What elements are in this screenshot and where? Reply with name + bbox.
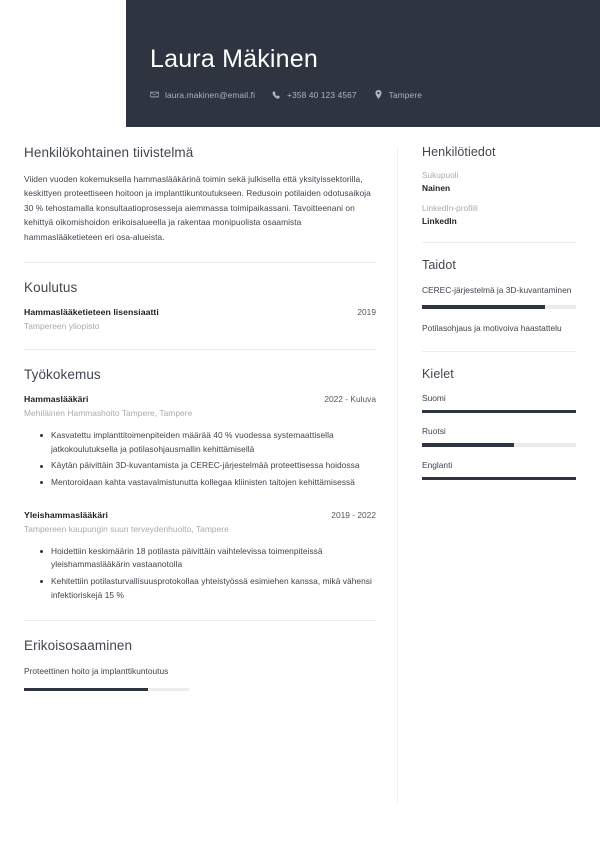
language-name: Englanti bbox=[422, 459, 453, 470]
page-title: Laura Mäkinen bbox=[150, 45, 318, 73]
specialization-label: Proteettinen hoito ja implanttikuntoutus bbox=[24, 666, 169, 677]
section-title-experience: Työkokemus bbox=[24, 367, 101, 383]
envelope-icon bbox=[150, 90, 159, 99]
language-item bbox=[422, 460, 576, 481]
skill-progress-bar bbox=[422, 305, 576, 309]
section-title-specialization: Erikoisosaaminen bbox=[24, 638, 133, 654]
progress-fill bbox=[422, 410, 576, 414]
phone-icon bbox=[272, 90, 281, 99]
language-progress-bar bbox=[422, 477, 576, 481]
specialization-progress-bar bbox=[24, 688, 189, 692]
skill-name: CEREC-järjestelmä ja 3D-kuvantaminen bbox=[422, 285, 572, 295]
section-title-personal: Henkilötiedot bbox=[422, 145, 496, 159]
experience-entry bbox=[24, 394, 376, 489]
sidebar-divider bbox=[422, 351, 576, 352]
detail-linkedin bbox=[422, 204, 576, 226]
section-title-education: Koulutus bbox=[24, 280, 78, 296]
experience-title: Yleishammaslääkäri bbox=[24, 509, 108, 520]
education-institution: Tampereen yliopisto bbox=[24, 321, 100, 332]
entry-head bbox=[24, 307, 376, 317]
section-divider bbox=[24, 349, 376, 350]
progress-fill bbox=[422, 477, 576, 481]
progress-fill bbox=[24, 688, 148, 692]
list-item: Mentoroidaan kahta vastavalmistunutta kollegaa kliinisten taitojen kehittämisessä bbox=[40, 476, 376, 490]
list-item: Kasvatettu implanttitoimenpiteiden määrää 40 % vuodessa systemaattisella jatkokoulutuksella ja potilasohjausmallin kehittämisellä bbox=[40, 429, 376, 456]
detail-gender bbox=[422, 171, 576, 193]
list-item: Kehitettiin potilasturvallisuusprotokollaa yhteistyössä esimiehen kanssa, mikä vähensi infektioriskejä 15 % bbox=[40, 575, 376, 602]
section-languages bbox=[422, 367, 576, 481]
specialization-item bbox=[24, 665, 376, 691]
section-education bbox=[24, 280, 376, 331]
column-divider bbox=[397, 148, 398, 803]
summary-text: Viiden vuoden kokemuksella hammaslääkärinä toimin sekä julkisella että yksityissektorilla, keskittyen proteettiseen hoitoon ja implanttikuntoutukseen. Redusoin potilaiden odotusaikoja 30 % tehostamalla konsultaatioprosesseja aiemmassa toimipaikassani. Tavoitteenani on kehittyä oikomishoidon erikoisalueella ja rakentaa monipuolista osaamista hammaslääketieteen eri osa-alueista. bbox=[24, 174, 371, 242]
section-title-summary: Henkilökohtainen tiivistelmä bbox=[24, 145, 194, 160]
skill-name: Potilasohjaus ja motivoiva haastattelu bbox=[422, 322, 562, 333]
detail-label: LinkedIn-profiili bbox=[422, 204, 478, 213]
skill-item bbox=[422, 322, 576, 335]
language-name: Ruotsi bbox=[422, 426, 446, 437]
language-item bbox=[422, 426, 576, 447]
section-specialization bbox=[24, 638, 376, 691]
language-progress-bar bbox=[422, 410, 576, 414]
section-title-languages: Kielet bbox=[422, 366, 454, 381]
contact-phone[interactable] bbox=[272, 90, 357, 100]
detail-value[interactable]: LinkedIn bbox=[422, 216, 457, 226]
section-personal-details bbox=[422, 145, 576, 226]
list-item: Käytän päivittäin 3D-kuvantamista ja CEREC-järjestelmää proteettisessa hoidossa bbox=[40, 459, 376, 473]
section-skills bbox=[422, 258, 576, 335]
section-experience bbox=[24, 367, 376, 602]
contact-email[interactable] bbox=[150, 90, 255, 100]
experience-date: 2019 - 2022 bbox=[331, 509, 376, 520]
experience-bullets bbox=[40, 429, 376, 489]
section-title-skills: Taidot bbox=[422, 258, 456, 272]
skill-item bbox=[422, 284, 576, 309]
contact-email-text: laura.makinen@email.fi bbox=[165, 89, 256, 100]
experience-employer: Mehiläinen Hammashoito Tampere, Tampere bbox=[24, 408, 193, 419]
education-date: 2019 bbox=[357, 307, 376, 318]
entry-head bbox=[24, 510, 376, 520]
language-item bbox=[422, 393, 576, 414]
experience-entry bbox=[24, 510, 376, 602]
experience-date: 2022 - Kuluva bbox=[324, 394, 376, 405]
section-divider bbox=[24, 620, 376, 621]
location-pin-icon bbox=[374, 90, 383, 99]
contact-row bbox=[150, 90, 600, 100]
section-summary bbox=[24, 145, 376, 244]
sidebar-column bbox=[422, 145, 576, 480]
detail-label: Sukupuoli bbox=[422, 171, 459, 180]
progress-fill bbox=[422, 305, 545, 309]
language-progress-bar bbox=[422, 443, 576, 447]
section-divider bbox=[24, 262, 376, 263]
main-column bbox=[24, 145, 376, 691]
detail-value: Nainen bbox=[422, 183, 451, 193]
sidebar-divider bbox=[422, 242, 576, 243]
contact-location-text: Tampere bbox=[388, 89, 423, 100]
entry-head bbox=[24, 394, 376, 404]
resume-header bbox=[126, 0, 600, 127]
education-entry bbox=[24, 307, 376, 331]
contact-phone-text: +358 40 123 4567 bbox=[287, 89, 357, 100]
list-item: Hoidettiin keskimäärin 18 potilasta päivittäin vaihtelevissa toimenpiteissä yleishammaslääkärin vastaanotolla bbox=[40, 545, 376, 572]
contact-location[interactable] bbox=[374, 90, 422, 100]
education-title: Hammaslääketieteen lisensiaatti bbox=[24, 307, 159, 318]
experience-bullets bbox=[40, 545, 376, 602]
progress-fill bbox=[422, 443, 514, 447]
language-name: Suomi bbox=[422, 392, 446, 403]
experience-employer: Tampereen kaupungin suun terveydenhuolto, Tampere bbox=[24, 523, 229, 534]
experience-title: Hammaslääkäri bbox=[24, 394, 89, 405]
